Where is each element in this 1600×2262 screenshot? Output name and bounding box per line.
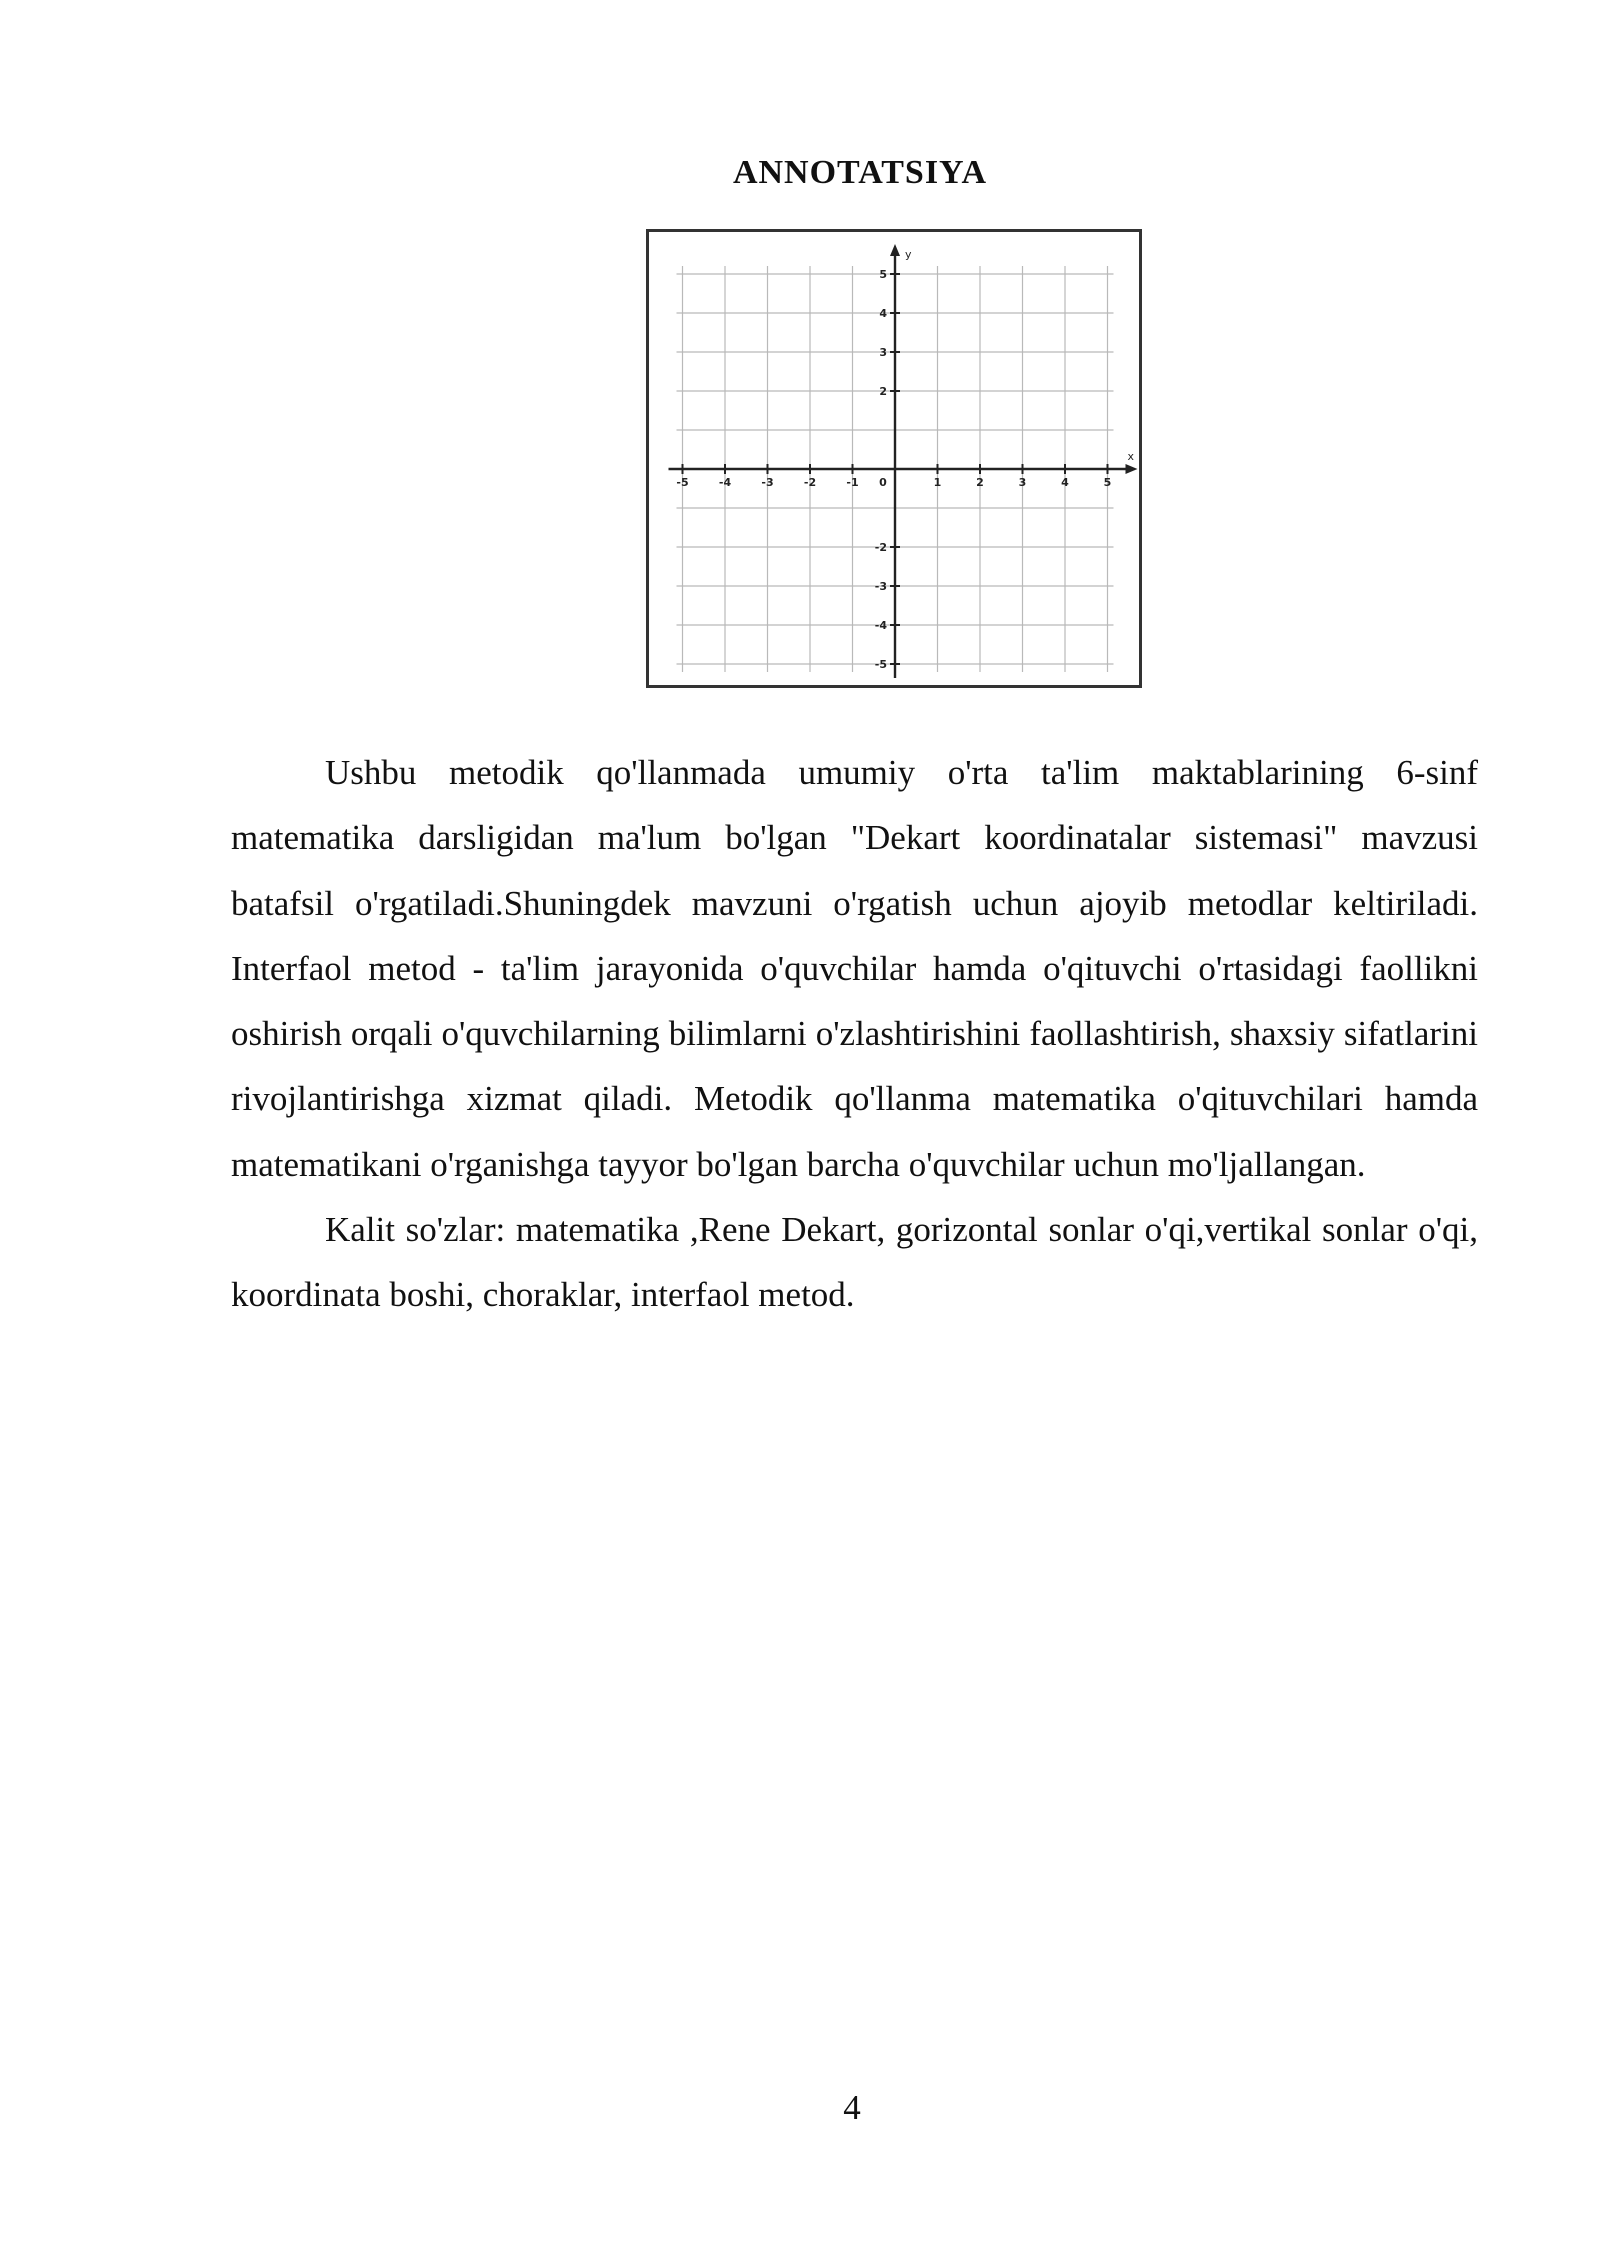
y-tick-label: 2 — [879, 385, 887, 398]
y-tick-label: -5 — [874, 658, 887, 671]
x-tick-label: -4 — [718, 476, 732, 489]
y-tick-label: -3 — [874, 580, 887, 593]
x-tick-label: -3 — [761, 476, 774, 489]
y-tick-label: 3 — [879, 346, 887, 359]
y-tick-label: -4 — [874, 619, 887, 632]
keywords-paragraph: Kalit so'zlar: matematika ,Rene Dekart, gorizontal sonlar o'qi,vertikal sonlar o'qi, koordinata boshi, choraklar, interfaol metod. — [231, 1210, 1478, 1315]
y-axis-label: y — [905, 248, 912, 261]
page-title: ANNOTATSIYA — [732, 154, 988, 191]
x-tick-label: 3 — [1018, 476, 1027, 489]
x-tick-label: -2 — [803, 476, 817, 489]
x-tick-label: 4 — [1061, 476, 1069, 489]
x-tick-label: -1 — [846, 476, 859, 489]
x-tick-label: 1 — [933, 476, 942, 489]
y-tick-label: 5 — [879, 268, 887, 281]
page-number: 4 — [843, 2088, 861, 2127]
x-tick-label: -5 — [676, 476, 689, 489]
x-tick-label: 0 — [879, 476, 887, 489]
abstract-body — [231, 740, 1478, 1328]
coordinate-plane-figure — [646, 229, 1142, 688]
abstract-paragraph: Ushbu metodik qo'llanmada umumiy o'rta ta'lim maktablarining 6-sinf matematika darsligidan ma'lum bo'lgan "Dekart koordinatalar sistemasi" mavzusi batafsil o'rgatiladi.Shuningdek mavzuni o'rgatish uchun ajoyib metodlar keltiriladi. Interfaol metod - ta'lim jarayonida o'quvchilar hamda o'qituvchi o'rtasidagi faollikni oshirish orqali o'quvchilarning bilimlarni o'zlashtirishini faollashtirish, shaxsiy sifatlarini rivojlantirishga xizmat qiladi. Metodik qo'llanma matematika o'qituvchilari hamda matematikani o'rganishga tayyor bo'lgan barcha o'quvchilar uchun mo'ljallangan. — [231, 753, 1478, 1184]
x-tick-label: 2 — [976, 476, 984, 489]
y-tick-label: -2 — [874, 541, 887, 554]
x-axis-label: x — [1127, 450, 1135, 463]
coordinate-plane — [646, 229, 1142, 688]
x-tick-label: 5 — [1103, 476, 1112, 489]
y-tick-label: 4 — [879, 307, 887, 320]
